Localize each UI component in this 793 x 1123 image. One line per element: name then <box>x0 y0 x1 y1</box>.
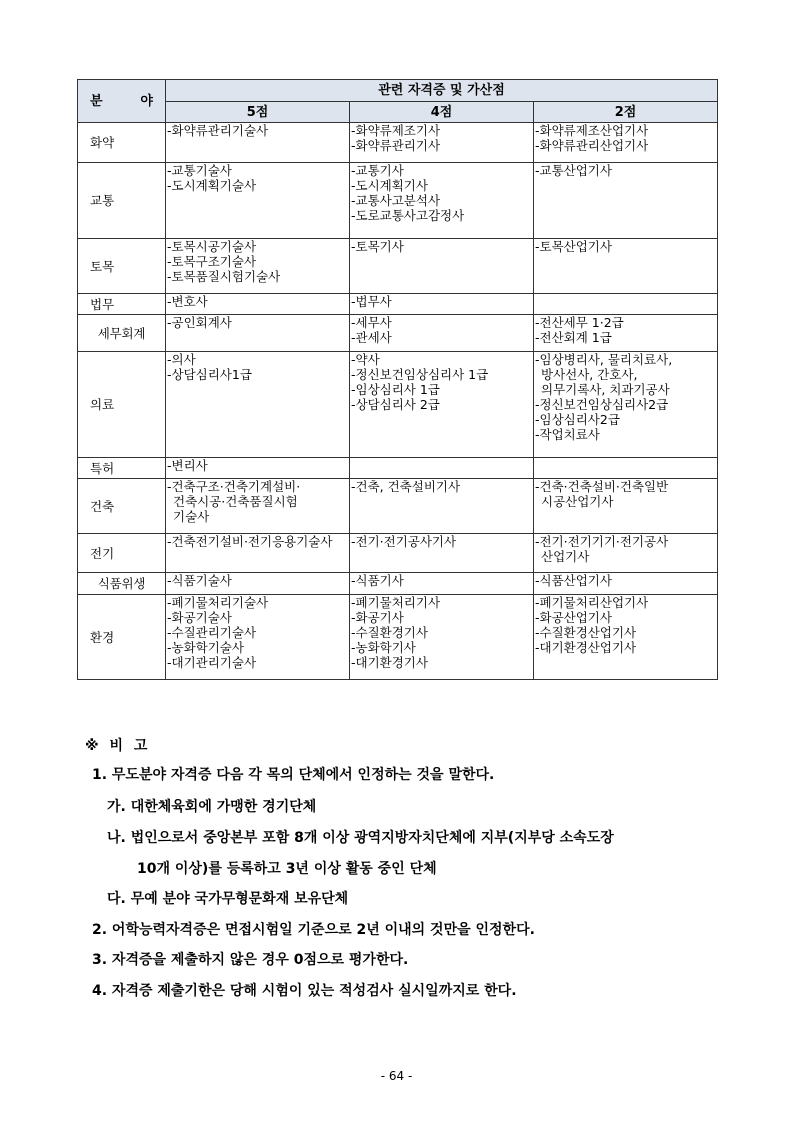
field-name: 세무회계 <box>78 315 166 352</box>
cert-line: -건축, 건축설비기사 <box>351 479 461 494</box>
remark-item: 1. 무도분야 자격증 다음 각 목의 단체에서 인정하는 것을 말한다. <box>92 767 495 783</box>
cert-line: -건축구조·건축기계설비· <box>167 479 301 494</box>
cert-line: -의사 <box>167 352 196 367</box>
cert-line: -토목시공기술사 <box>167 239 257 254</box>
cert-line: -정신보건임상심리사 1급 <box>351 367 489 382</box>
cert-line: -변호사 <box>167 294 208 309</box>
cert-line: -수질관리기술사 <box>167 625 257 640</box>
cert-line: -화공기술사 <box>167 610 232 625</box>
cert-line: -건축·건축설비·건축일반 <box>535 479 669 494</box>
cert-line: -약사 <box>351 352 380 367</box>
cert-line: -도시계획기사 <box>351 178 428 193</box>
header-field: 분 야 <box>78 80 166 123</box>
cert-line: -교통기사 <box>351 163 404 178</box>
cert-cell-p2 <box>534 294 718 315</box>
qualification-table <box>77 79 718 680</box>
table-row <box>78 294 718 315</box>
cert-cell-p4 <box>350 239 534 294</box>
remarks-section <box>85 735 735 999</box>
cert-cell-p4 <box>350 352 534 458</box>
cert-line: -토목산업기사 <box>535 239 612 254</box>
cert-cell-p5 <box>166 479 350 534</box>
cert-line: -폐기물처리기사 <box>351 595 441 610</box>
cert-line: -건축전기설비·전기응용기술사 <box>167 534 333 549</box>
cert-cell-p4 <box>350 163 534 239</box>
cert-line: 산업기사 <box>541 549 590 564</box>
table-row <box>78 163 718 239</box>
cert-cell-p2 <box>534 239 718 294</box>
cert-line: -수질환경기사 <box>351 625 428 640</box>
table-body <box>78 123 718 680</box>
header-2-points: 2점 <box>534 102 718 123</box>
cert-line: 시공산업기사 <box>541 494 614 509</box>
remark-item: 10개 이상)를 등록하고 3년 이상 활동 중인 단체 <box>137 861 437 877</box>
page-number: - 64 - <box>380 1069 413 1083</box>
remarks-title: ※ 비 고 <box>85 738 151 754</box>
cert-cell-p2 <box>534 315 718 352</box>
table-row <box>78 458 718 479</box>
remark-item: 4. 자격증 제출기한은 당해 시험이 있는 적성검사 실시일까지로 한다. <box>92 983 517 999</box>
cert-cell-p4 <box>350 595 534 680</box>
cert-line: -도로교통사고감정사 <box>351 208 465 223</box>
cert-cell-p4 <box>350 315 534 352</box>
cert-line: 기술사 <box>173 509 210 524</box>
cert-line: -전산회계 1급 <box>535 330 612 345</box>
remark-item: 나. 법인으로서 중앙본부 포함 8개 이상 광역지방자치단체에 지부(지부당 소속도장 <box>107 830 614 846</box>
cert-cell-p4 <box>350 123 534 163</box>
cert-cell-p2 <box>534 458 718 479</box>
cert-line: -교통기술사 <box>167 163 232 178</box>
field-name: 의료 <box>78 352 166 458</box>
cert-line: -도시계획기술사 <box>167 178 257 193</box>
table-row <box>78 479 718 534</box>
cert-cell-p2 <box>534 479 718 534</box>
cert-line: -전기·전기기기·전기공사 <box>535 534 669 549</box>
cert-line: -화약류제조산업기사 <box>535 123 649 138</box>
cert-line: -교통사고분석사 <box>351 193 441 208</box>
cert-line: -농화학기사 <box>351 640 416 655</box>
cert-line: -식품기사 <box>351 573 404 588</box>
field-name: 특허 <box>78 458 166 479</box>
cert-cell-p2 <box>534 573 718 595</box>
table-row <box>78 239 718 294</box>
cert-cell-p2 <box>534 534 718 573</box>
cert-line: -대기관리기술사 <box>167 655 257 670</box>
field-name: 토목 <box>78 239 166 294</box>
cert-line: -상담심리사 2급 <box>351 397 440 412</box>
cert-line: -폐기물처리산업기사 <box>535 595 649 610</box>
cert-cell-p2 <box>534 352 718 458</box>
cert-line: -전기·전기공사기사 <box>351 534 457 549</box>
field-name: 교통 <box>78 163 166 239</box>
cert-line: -임상심리사2급 <box>535 412 620 427</box>
cert-cell-p5 <box>166 352 350 458</box>
cert-cell-p2 <box>534 123 718 163</box>
remark-item: 다. 무예 분야 국가무형문화재 보유단체 <box>107 891 349 907</box>
cert-line: -법무사 <box>351 294 392 309</box>
remark-item: 가. 대한체육회에 가맹한 경기단체 <box>107 799 317 815</box>
field-name: 식품위생 <box>78 573 166 595</box>
cert-line: -관세사 <box>351 330 392 345</box>
cert-line: -정신보건임상심리사2급 <box>535 397 669 412</box>
cert-line: 방사선사, 간호사, <box>541 367 638 382</box>
field-name: 환경 <box>78 595 166 680</box>
cert-line: -임상병리사, 물리치료사, <box>535 352 673 367</box>
cert-line: -임상심리사 1급 <box>351 382 440 397</box>
cert-line: -수질환경산업기사 <box>535 625 637 640</box>
header-5-points: 5점 <box>166 102 350 123</box>
cert-cell-p4 <box>350 534 534 573</box>
cert-cell-p4 <box>350 479 534 534</box>
table-row <box>78 352 718 458</box>
field-name: 전기 <box>78 534 166 573</box>
cert-cell-p5 <box>166 315 350 352</box>
cert-cell-p5 <box>166 595 350 680</box>
cert-line: -식품산업기사 <box>535 573 612 588</box>
cert-line: -변리사 <box>167 458 208 473</box>
cert-line: -세무사 <box>351 315 392 330</box>
header-4-points: 4점 <box>350 102 534 123</box>
table-row <box>78 315 718 352</box>
cert-line: -식품기술사 <box>167 573 232 588</box>
remark-item: 2. 어학능력자격증은 면접시험일 기준으로 2년 이내의 것만을 인정한다. <box>92 922 535 938</box>
cert-cell-p2 <box>534 595 718 680</box>
cert-cell-p5 <box>166 534 350 573</box>
cert-line: -화약류제조기사 <box>351 123 441 138</box>
field-name: 건축 <box>78 479 166 534</box>
cert-line: -화공산업기사 <box>535 610 612 625</box>
cert-line: -화약류관리산업기사 <box>535 138 649 153</box>
cert-cell-p5 <box>166 239 350 294</box>
cert-line: -공인회계사 <box>167 315 232 330</box>
table-row <box>78 573 718 595</box>
cert-line: -작업치료사 <box>535 427 600 442</box>
cert-cell-p4 <box>350 294 534 315</box>
cert-cell-p5 <box>166 458 350 479</box>
table-row <box>78 534 718 573</box>
cert-line: -교통산업기사 <box>535 163 612 178</box>
cert-line: -토목품질시험기술사 <box>167 269 281 284</box>
table-row <box>78 595 718 680</box>
cert-cell-p5 <box>166 163 350 239</box>
cert-cell-p5 <box>166 123 350 163</box>
field-name: 법무 <box>78 294 166 315</box>
remark-item: 3. 자격증을 제출하지 않은 경우 0점으로 평가한다. <box>92 952 409 968</box>
cert-cell-p4 <box>350 458 534 479</box>
cert-cell-p5 <box>166 294 350 315</box>
cert-line: 건축시공·건축품질시험 <box>173 494 298 509</box>
field-name: 화약 <box>78 123 166 163</box>
cert-line: -토목기사 <box>351 239 404 254</box>
cert-line: -화약류관리기술사 <box>167 123 269 138</box>
cert-line: -상담심리사1급 <box>167 367 252 382</box>
cert-line: -전산세무 1·2급 <box>535 315 624 330</box>
cert-line: -화공기사 <box>351 610 404 625</box>
cert-line: -대기환경기사 <box>351 655 428 670</box>
cert-cell-p4 <box>350 573 534 595</box>
table-row <box>78 123 718 163</box>
cert-line: -토목구조기술사 <box>167 254 257 269</box>
cert-line: -화약류관리기사 <box>351 138 441 153</box>
cert-cell-p5 <box>166 573 350 595</box>
header-group: 관련 자격증 및 가산점 <box>166 80 718 102</box>
cert-line: -대기환경산업기사 <box>535 640 637 655</box>
cert-cell-p2 <box>534 163 718 239</box>
cert-line: -폐기물처리기술사 <box>167 595 269 610</box>
cert-line: 의무기록사, 치과기공사 <box>541 382 670 397</box>
cert-line: -농화학기술사 <box>167 640 244 655</box>
